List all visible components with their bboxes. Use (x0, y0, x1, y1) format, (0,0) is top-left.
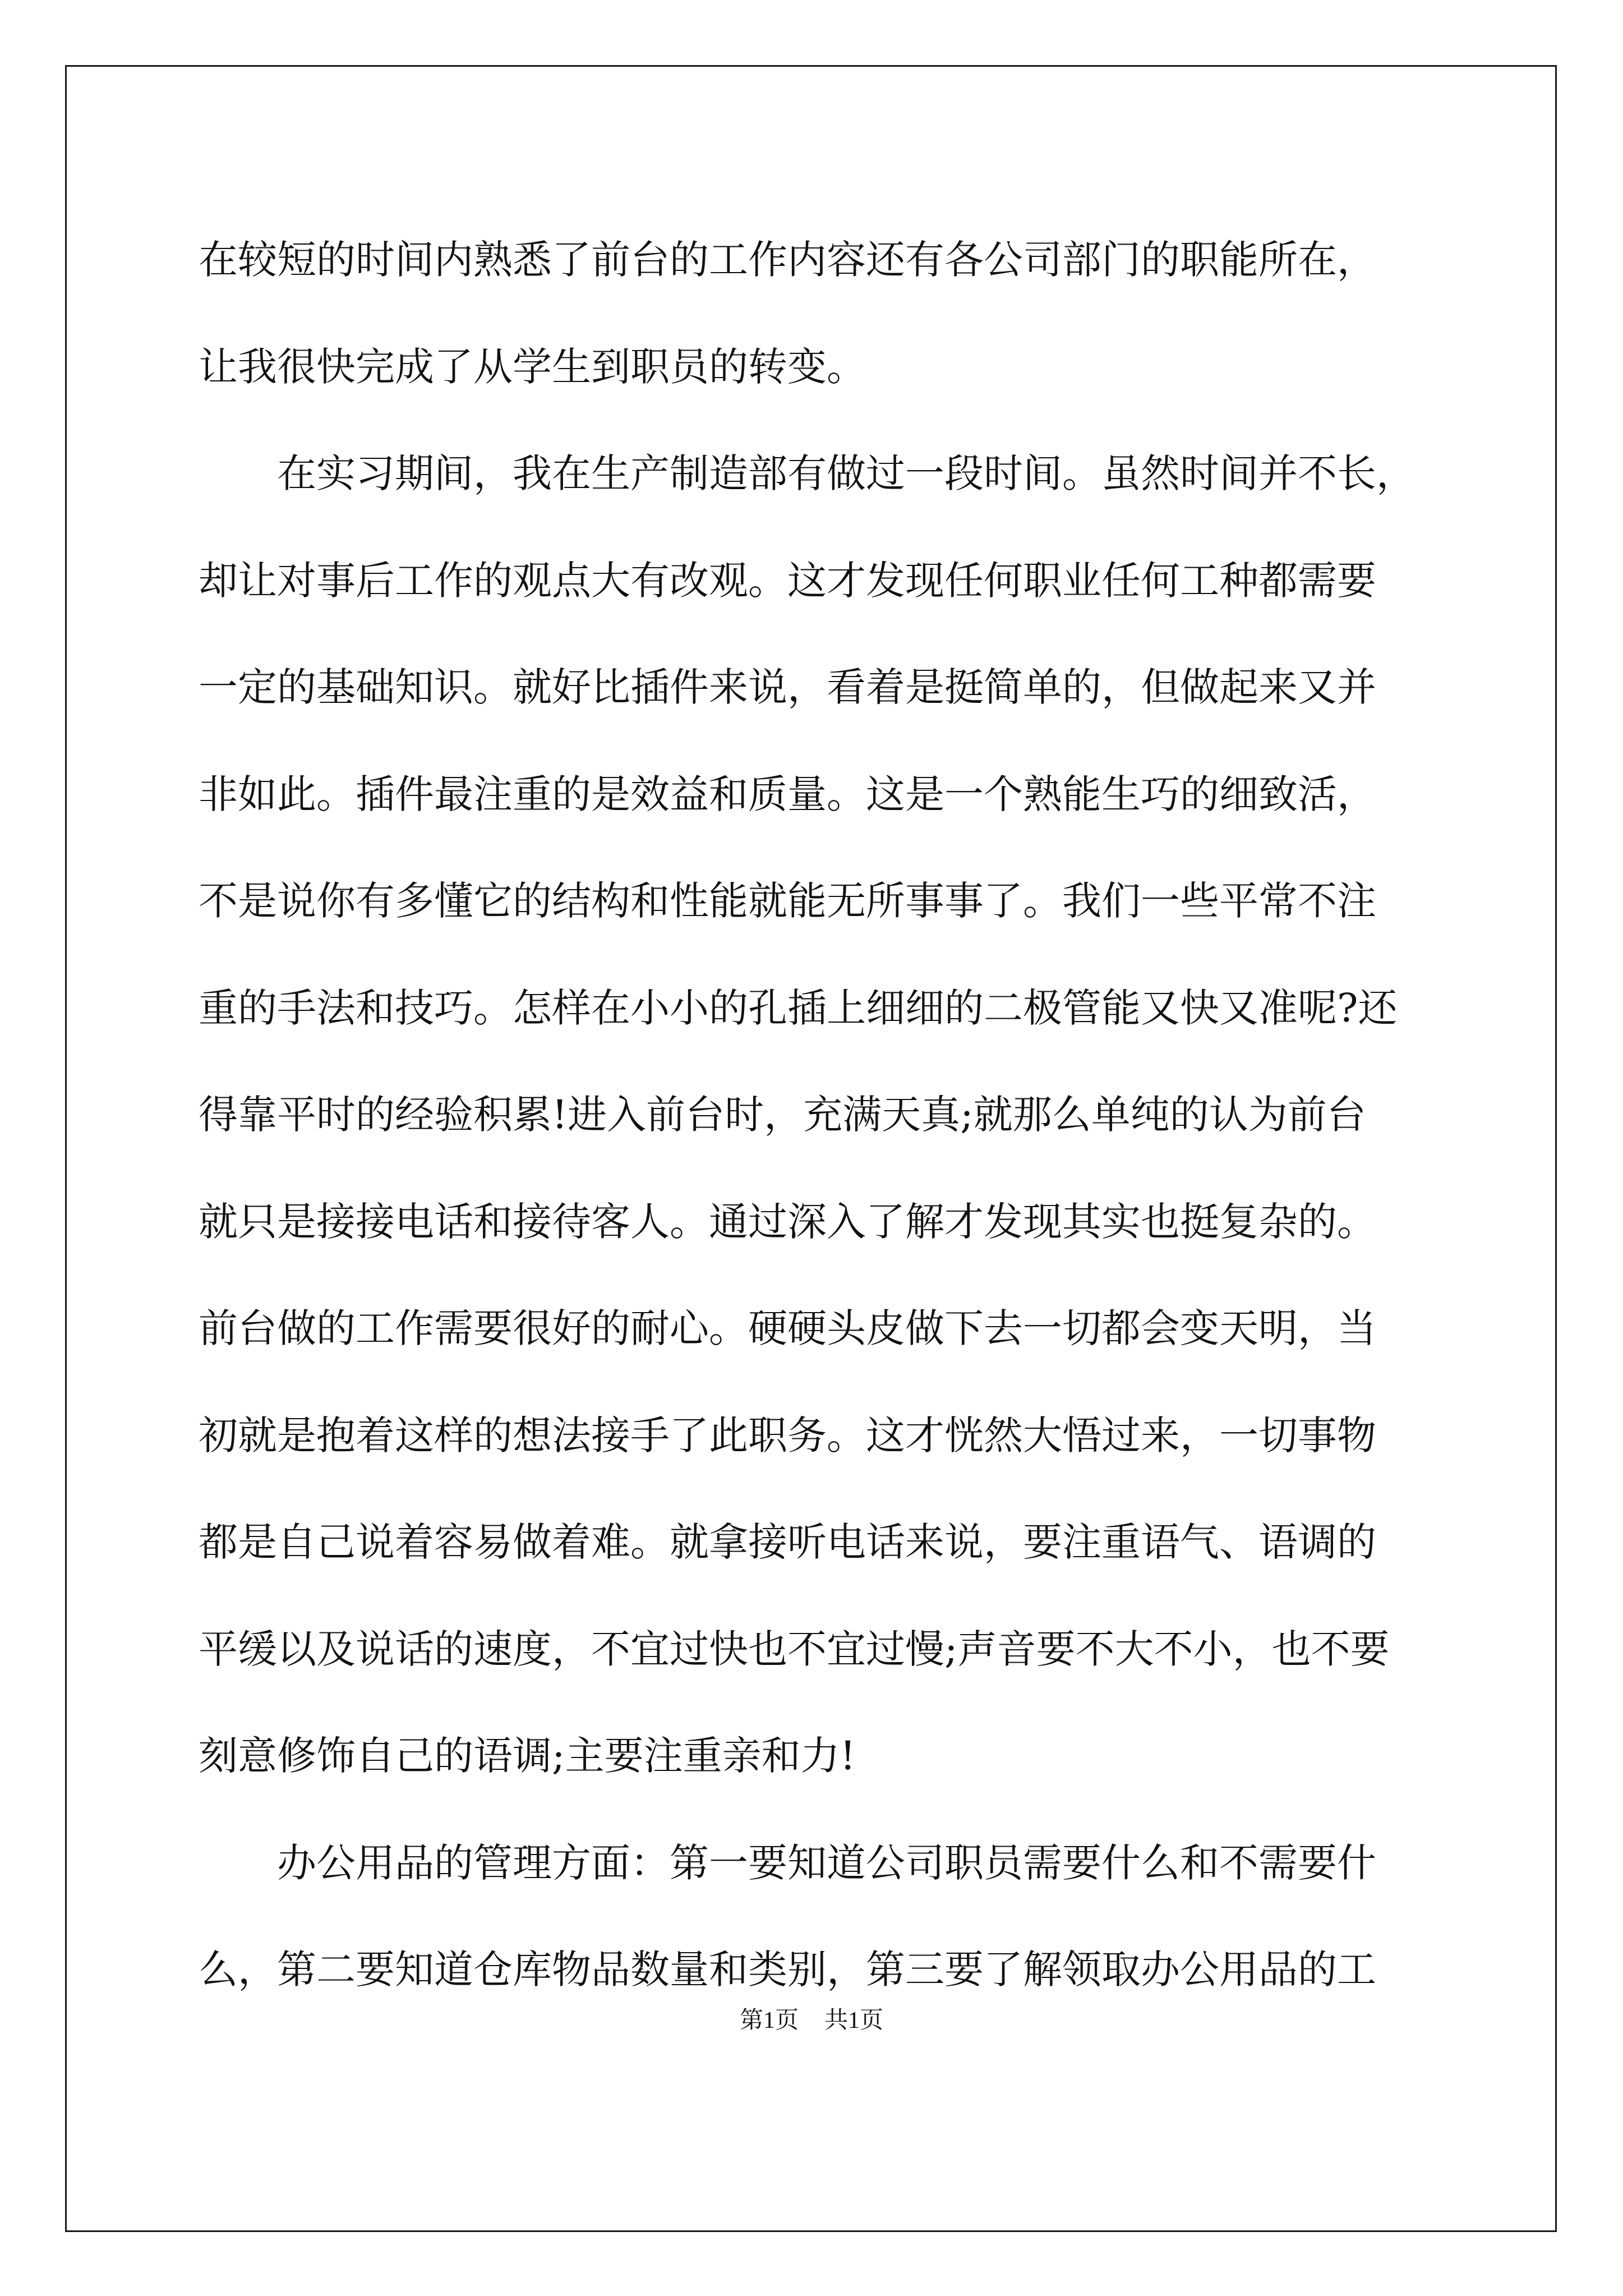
text-line: 么，第二要知道仓库物品数量和类别，第三要了解领取办公用品的工 (199, 1947, 1376, 1993)
text-line: 前台做的工作需要很好的耐心。硬硬头皮做下去一切都会变天明，当 (199, 1305, 1376, 1351)
text-line: 在实习期间，我在生产制造部有做过一段时间。虽然时间并不长， (277, 450, 1415, 496)
page-footer (0, 2001, 1623, 2035)
text-line: 让我很快完成了从学生到职员的转变。 (199, 343, 866, 390)
text-line: 得靠平时的经验积累!进入前台时，充满天真;就那么单纯的认为前台 (199, 1092, 1366, 1138)
text-line: 重的手法和技巧。怎样在小小的孔插上细细的二极管能又快又准呢?还 (199, 984, 1398, 1031)
text-line: 非如此。插件最注重的是效益和质量。这是一个熟能生巧的细致活， (199, 771, 1376, 817)
text-line: 在较短的时间内熟悉了前台的工作内容还有各公司部门的职能所在， (199, 237, 1376, 283)
text-line: 不是说你有多懂它的结构和性能就能无所事事了。我们一些平常不注 (199, 878, 1376, 924)
text-line: 一定的基础知识。就好比插件来说，看着是挺简单的，但做起来又并 (199, 664, 1376, 710)
text-line: 平缓以及说话的速度，不宜过快也不宜过慢;声音要不大不小，也不要 (199, 1626, 1390, 1672)
text-line: 办公用品的管理方面：第一要知道公司职员需要什么和不需要什 (277, 1839, 1376, 1886)
page-number: 第1页 (739, 2008, 799, 2033)
text-line: 却让对事后工作的观点大有改观。这才发现任何职业任何工种都需要 (199, 557, 1376, 604)
text-line: 就只是接接电话和接待客人。通过深入了解才发现其实也挺复杂的。 (199, 1198, 1376, 1245)
text-line: 都是自己说着容易做着难。就拿接听电话来说，要注重语气、语调的 (199, 1519, 1376, 1565)
document-body (199, 206, 1440, 2023)
page-total: 共1页 (824, 2008, 884, 2033)
text-line: 刻意修饰自己的语调;主要注重亲和力! (199, 1733, 856, 1779)
text-line: 初就是抱着这样的想法接手了此职务。这才恍然大悟过来，一切事物 (199, 1412, 1376, 1458)
